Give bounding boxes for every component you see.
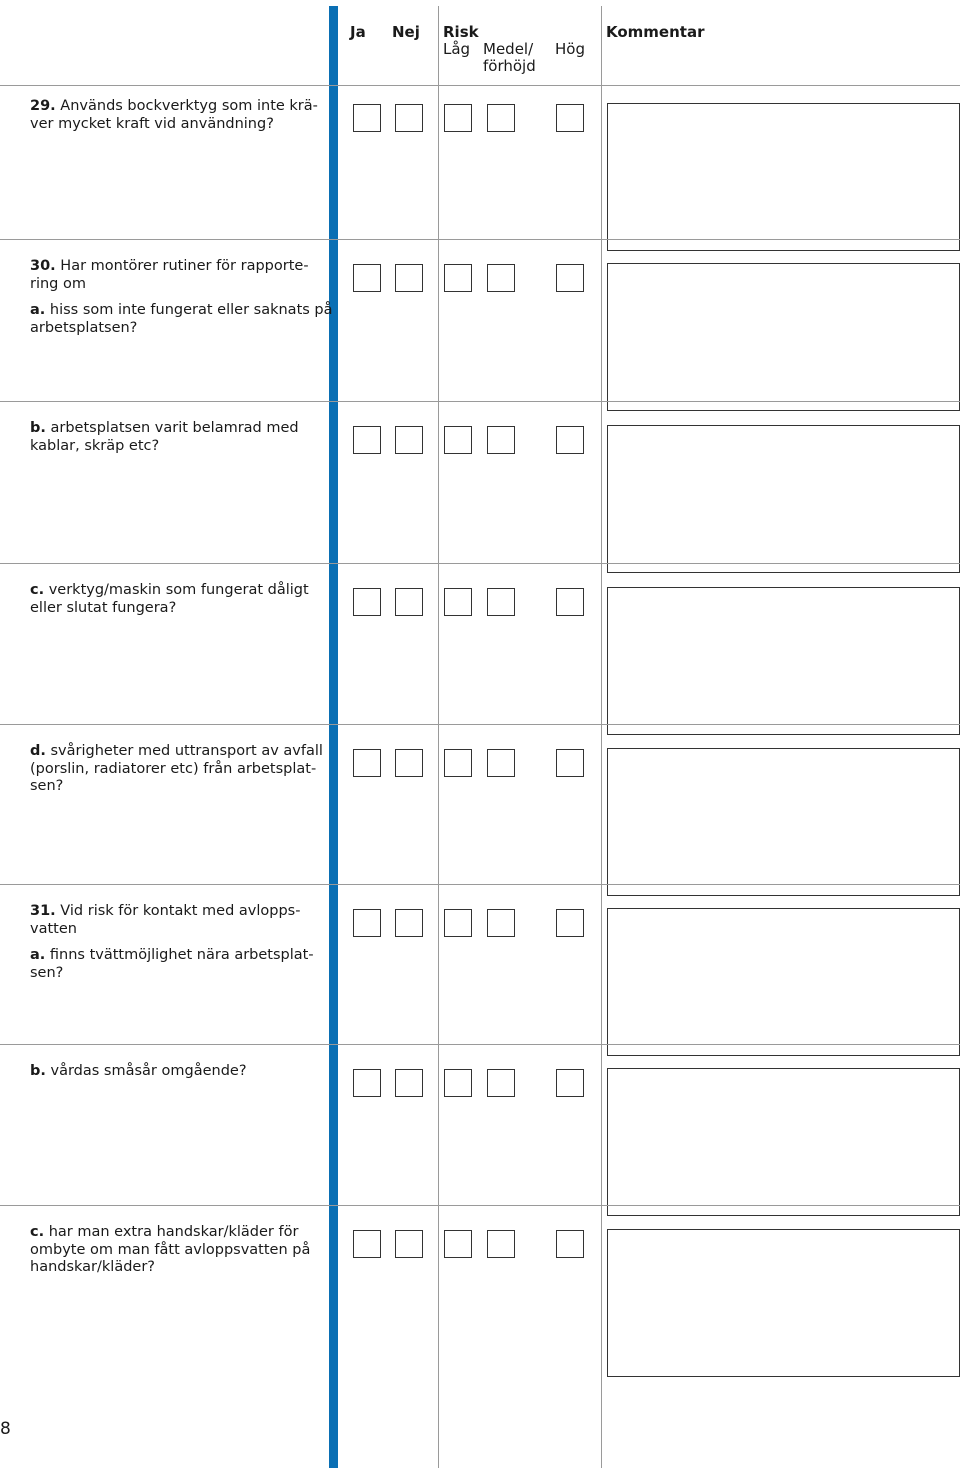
question-number: c.	[30, 582, 45, 598]
question-number: 29.	[30, 98, 56, 114]
question-block-gap	[30, 938, 320, 947]
question-line	[30, 302, 333, 320]
row-separator	[0, 401, 960, 402]
question-line	[30, 420, 320, 438]
header-ja: Ja	[350, 23, 366, 41]
blue-margin-bar	[329, 6, 338, 1468]
question-number: b.	[30, 1063, 46, 1079]
risk-medel-checkbox[interactable]	[487, 1069, 515, 1097]
question-line-text: Vid risk för kontakt med avlopps-	[60, 903, 301, 919]
question-line	[30, 1242, 320, 1260]
question-line	[30, 947, 320, 965]
question-line-text: Har montörer rutiner för rapporte-	[60, 258, 309, 274]
nej-checkbox[interactable]	[395, 264, 423, 292]
question-line-text: hiss som inte fungerat eller saknats på	[49, 302, 333, 318]
question-text	[30, 98, 320, 133]
risk-hog-checkbox[interactable]	[556, 909, 584, 937]
comment-box[interactable]	[607, 1229, 960, 1377]
question-line	[30, 276, 320, 294]
question-text	[30, 420, 320, 455]
question-number: a.	[30, 947, 46, 963]
header-bottom-rule	[0, 85, 960, 86]
question-line-text: ombyte om man fått avloppsvatten på	[30, 1241, 311, 1258]
question-line	[30, 600, 320, 618]
ja-checkbox[interactable]	[353, 1069, 381, 1097]
question-line	[30, 1224, 320, 1242]
risk-medel-checkbox[interactable]	[487, 1230, 515, 1258]
risk-lag-checkbox[interactable]	[444, 104, 472, 132]
risk-hog-checkbox[interactable]	[556, 1230, 584, 1258]
nej-checkbox[interactable]	[395, 588, 423, 616]
question-line-text: arbetsplatsen?	[30, 319, 138, 336]
risk-lag-checkbox[interactable]	[444, 749, 472, 777]
row-separator	[0, 239, 960, 240]
row-separator	[0, 884, 960, 885]
header-risk-hog: Hög	[555, 40, 585, 58]
risk-hog-checkbox[interactable]	[556, 426, 584, 454]
column-divider-yes-no-risk	[438, 6, 439, 1468]
question-line	[30, 320, 320, 338]
risk-hog-checkbox[interactable]	[556, 264, 584, 292]
question-line-text: sen?	[30, 778, 64, 794]
ja-checkbox[interactable]	[353, 749, 381, 777]
question-text	[30, 258, 333, 337]
question-text	[30, 1063, 320, 1081]
risk-medel-checkbox[interactable]	[487, 426, 515, 454]
ja-checkbox[interactable]	[353, 104, 381, 132]
question-line	[30, 921, 320, 939]
risk-hog-checkbox[interactable]	[556, 104, 584, 132]
question-line	[30, 1063, 320, 1081]
question-line-text: vatten	[30, 920, 77, 937]
row-separator	[0, 1205, 960, 1206]
nej-checkbox[interactable]	[395, 749, 423, 777]
nej-checkbox[interactable]	[395, 104, 423, 132]
question-line	[30, 98, 320, 116]
question-line-text: har man extra handskar/kläder för	[48, 1224, 299, 1240]
column-divider-risk-comment	[601, 6, 602, 1468]
risk-lag-checkbox[interactable]	[444, 264, 472, 292]
question-line-text: eller slutat fungera?	[30, 599, 177, 616]
question-line	[30, 761, 320, 779]
question-line	[30, 438, 320, 456]
question-number: 31.	[30, 903, 56, 919]
risk-hog-checkbox[interactable]	[556, 1069, 584, 1097]
row-separator	[0, 1044, 960, 1045]
nej-checkbox[interactable]	[395, 909, 423, 937]
question-line	[30, 258, 320, 276]
risk-lag-checkbox[interactable]	[444, 1069, 472, 1097]
page-number: 8	[0, 1419, 11, 1439]
risk-lag-checkbox[interactable]	[444, 909, 472, 937]
question-line-text: sen?	[30, 964, 64, 981]
comment-box[interactable]	[607, 103, 960, 251]
comment-box[interactable]	[607, 263, 960, 411]
ja-checkbox[interactable]	[353, 426, 381, 454]
header-risk-medel-forhojd: förhöjd	[483, 57, 536, 75]
risk-medel-checkbox[interactable]	[487, 588, 515, 616]
question-text	[30, 743, 323, 796]
row-separator	[0, 563, 960, 564]
question-line-text: Används bockverktyg som inte krä-	[60, 98, 318, 114]
risk-medel-checkbox[interactable]	[487, 909, 515, 937]
header-kommentar: Kommentar	[606, 23, 705, 41]
question-line	[30, 778, 320, 796]
question-line	[30, 903, 320, 921]
question-number: b.	[30, 420, 46, 436]
question-line-text: kablar, skräp etc?	[30, 437, 160, 454]
row-separator	[0, 724, 960, 725]
question-line	[30, 582, 320, 600]
nej-checkbox[interactable]	[395, 1230, 423, 1258]
risk-medel-checkbox[interactable]	[487, 749, 515, 777]
question-number: 30.	[30, 258, 56, 274]
question-text	[30, 1224, 320, 1277]
question-text	[30, 582, 320, 617]
question-block-gap	[30, 293, 320, 302]
ja-checkbox[interactable]	[353, 1230, 381, 1258]
question-line-text: ring om	[30, 275, 86, 292]
header-risk: Risk	[443, 23, 479, 41]
question-line-text: handskar/kläder?	[30, 1259, 155, 1275]
ja-checkbox[interactable]	[353, 588, 381, 616]
risk-lag-checkbox[interactable]	[444, 1230, 472, 1258]
question-line-text: arbetsplatsen varit belamrad med	[50, 420, 299, 436]
risk-medel-checkbox[interactable]	[487, 104, 515, 132]
comment-box[interactable]	[607, 587, 960, 735]
question-line-text: verktyg/maskin som fungerat dåligt	[48, 582, 309, 598]
header-risk-lag: Låg	[443, 40, 471, 58]
question-number: d.	[30, 743, 46, 759]
risk-lag-checkbox[interactable]	[444, 426, 472, 454]
question-line-text: ver mycket kraft vid användning?	[30, 115, 274, 132]
question-line	[30, 965, 320, 983]
question-line-text: vårdas småsår omgående?	[50, 1063, 247, 1079]
risk-lag-checkbox[interactable]	[444, 588, 472, 616]
question-line	[30, 743, 323, 761]
question-line-text: (porslin, radiatorer etc) från arbetsplat-	[30, 760, 317, 777]
comment-box[interactable]	[607, 908, 960, 1056]
header-nej: Nej	[392, 23, 420, 41]
ja-checkbox[interactable]	[353, 264, 381, 292]
risk-hog-checkbox[interactable]	[556, 588, 584, 616]
question-number: a.	[30, 302, 46, 318]
risk-medel-checkbox[interactable]	[487, 264, 515, 292]
header-risk-medel: Medel/	[483, 40, 534, 58]
ja-checkbox[interactable]	[353, 909, 381, 937]
question-line-text: finns tvättmöjlighet nära arbetsplat-	[49, 947, 314, 963]
comment-box[interactable]	[607, 1068, 960, 1216]
question-line-text: svårigheter med uttransport av avfall	[50, 743, 323, 759]
risk-hog-checkbox[interactable]	[556, 749, 584, 777]
nej-checkbox[interactable]	[395, 1069, 423, 1097]
question-line	[30, 116, 320, 134]
question-line	[30, 1259, 320, 1277]
comment-box[interactable]	[607, 748, 960, 896]
comment-box[interactable]	[607, 425, 960, 573]
question-number: c.	[30, 1224, 45, 1240]
nej-checkbox[interactable]	[395, 426, 423, 454]
question-text	[30, 903, 320, 982]
